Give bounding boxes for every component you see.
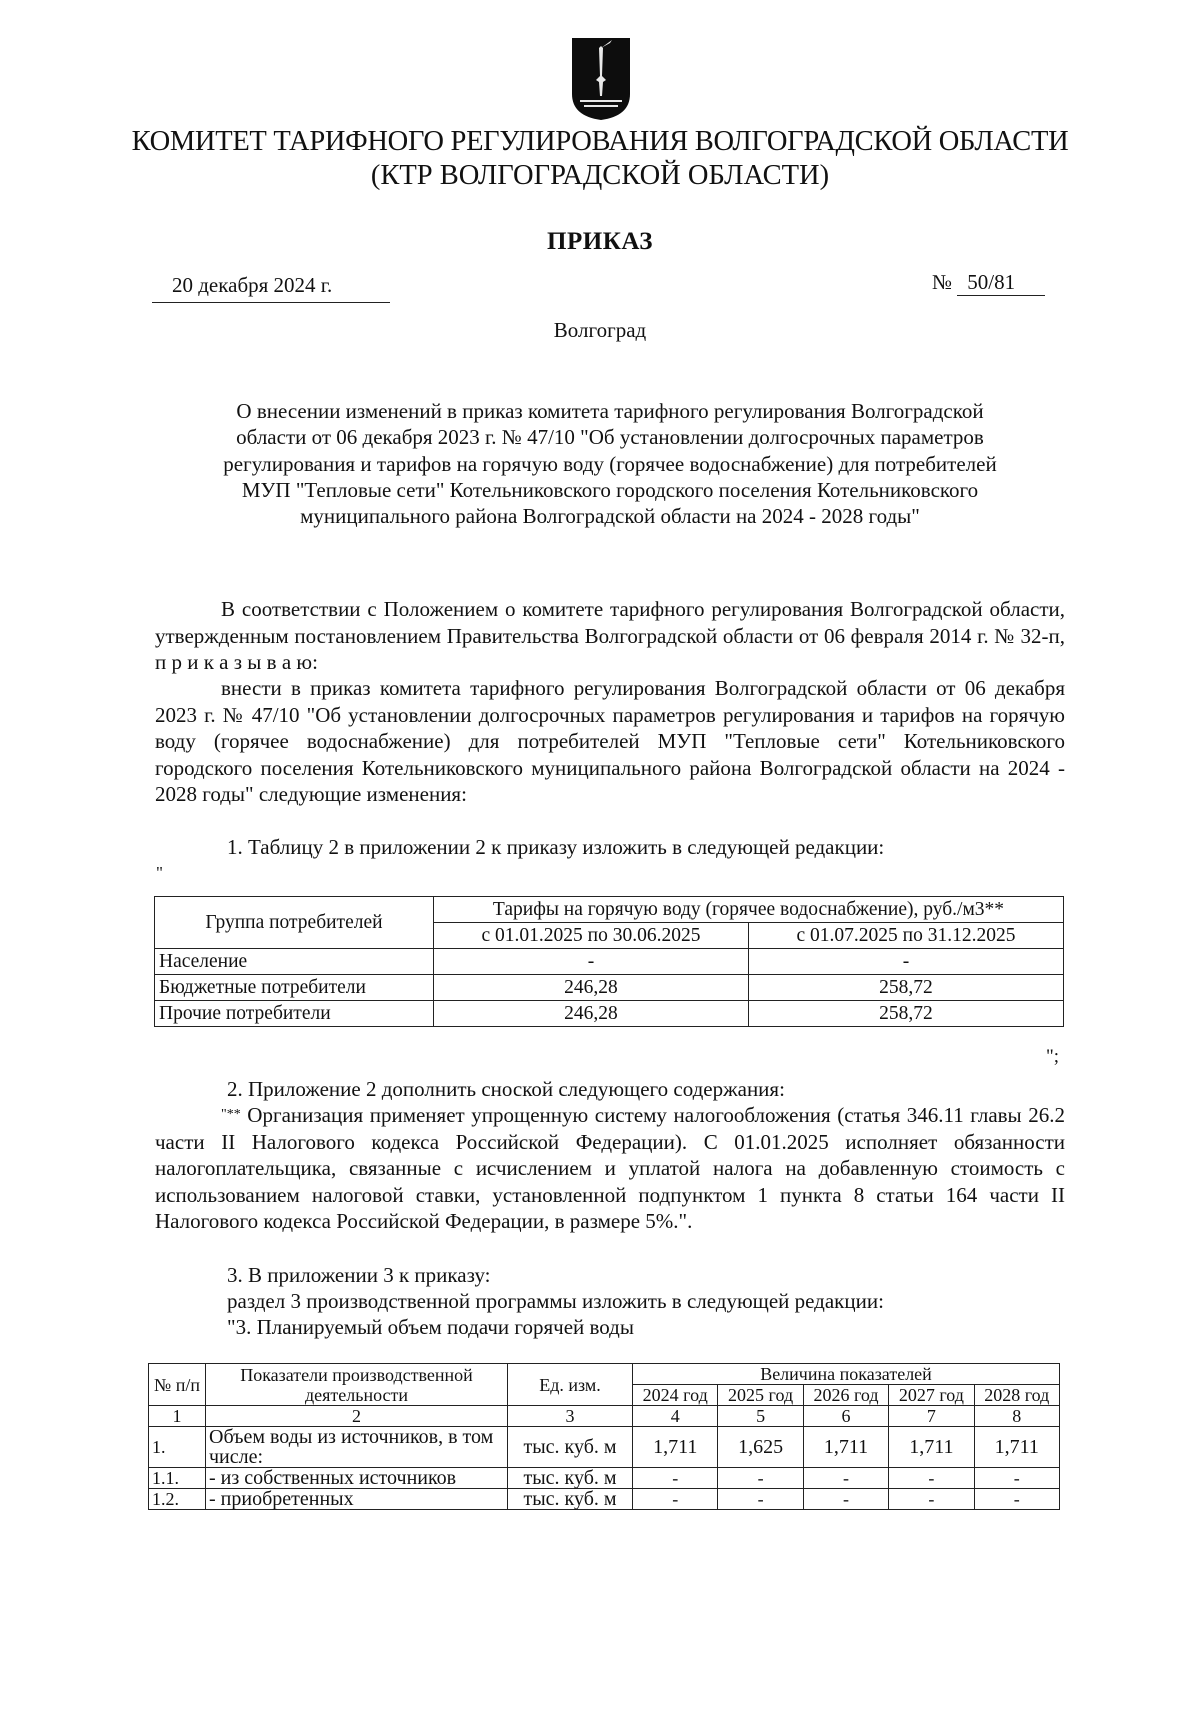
cell-indicator: - из собственных источников	[206, 1468, 508, 1489]
preamble-paragraph	[155, 596, 1065, 676]
item-3: 3. В приложении 3 к приказу:	[227, 1263, 491, 1287]
order-number: 50/81	[957, 270, 1045, 296]
footnote-paragraph	[155, 1102, 1065, 1235]
table-row	[149, 1427, 1060, 1468]
header-unit: Ед. изм.	[508, 1364, 633, 1406]
header-year: 2028 год	[974, 1385, 1059, 1406]
item-1: 1. Таблицу 2 в приложении 2 к приказу изложить в следующей редакции:	[227, 835, 885, 859]
coat-of-arms-emblem	[570, 36, 632, 122]
cell-unit: тыс. куб. м	[508, 1468, 633, 1489]
cell-indicator: Объем воды из источников, в том числе:	[206, 1427, 508, 1468]
table-header-row	[149, 1364, 1060, 1385]
header-year: 2025 год	[718, 1385, 803, 1406]
cell-group: Бюджетные потребители	[155, 975, 434, 1001]
table-row	[149, 1489, 1060, 1510]
header-indicator: Показатели производственной деятельности	[206, 1364, 508, 1406]
cell-value: -	[434, 949, 749, 975]
item-3-subtext: раздел 3 производственной программы изложить в следующей редакции:	[227, 1289, 884, 1313]
cell-indicator: - приобретенных	[206, 1489, 508, 1510]
cell-value: -	[803, 1468, 888, 1489]
col-index: 7	[889, 1406, 974, 1427]
title-line: О внесении изменений в приказ комитета тарифного регулирования Волгоградской	[236, 399, 984, 423]
title-line: регулирования и тарифов на горячую воду (горячее водоснабжение) для потребителей	[223, 451, 997, 476]
table-row	[155, 1001, 1064, 1027]
header-year: 2027 год	[889, 1385, 974, 1406]
amendment-text: внести в приказ комитета тарифного регулирования Волгоградской области от 06 декабря 2023 г. № 47/10 "Об установлении долгосрочных параметров регулирования и тарифов на горячую воду (горячее водоснабжение) для потребителей МУП "Тепловые сети" Котельниковского городского поселения Котельниковского муниципального района Волгоградской области на 2024 - 2028 годы" следующие изменения:	[155, 676, 1065, 806]
number-sign: №	[932, 270, 953, 294]
city: Волгоград	[553, 318, 647, 342]
title-line: области от 06 декабря 2023 г. № 47/10 "Об установлении долгосрочных параметров	[236, 425, 984, 450]
org-name-line1: КОМИТЕТ ТАРИФНОГО РЕГУЛИРОВАНИЯ ВОЛГОГРАДСКОЙ ОБЛАСТИ	[131, 126, 1069, 157]
cell-value: 1,711	[974, 1427, 1059, 1468]
table-header-row	[155, 897, 1064, 923]
cell-value: 1,625	[718, 1427, 803, 1468]
cell-value: -	[889, 1489, 974, 1510]
col-index: 4	[633, 1406, 718, 1427]
cell-value: -	[633, 1468, 718, 1489]
production-table	[148, 1363, 1060, 1510]
cell-num: 1.1.	[149, 1468, 206, 1489]
cell-value: -	[718, 1468, 803, 1489]
cell-value: -	[748, 949, 1063, 975]
col-index: 1	[149, 1406, 206, 1427]
table-row	[155, 949, 1064, 975]
cell-value: 1,711	[803, 1427, 888, 1468]
preamble-text: В соответствии с Положением о комитете тарифного регулирования Волгоградской области, утвержденным постановлением Правительства Волгоградской области от 06 февраля 2014 г. № 32-п, п р и к а з ы в а ю:	[155, 597, 1065, 674]
cell-value: -	[633, 1489, 718, 1510]
order-date: 20 декабря 2024 г.	[152, 273, 390, 303]
cell-unit: тыс. куб. м	[508, 1489, 633, 1510]
org-name-line2: (КТР ВОЛГОГРАДСКОЙ ОБЛАСТИ)	[370, 160, 830, 191]
order-title	[150, 398, 1070, 529]
item-3-heading: "3. Планируемый объем подачи горячей воды	[227, 1315, 634, 1339]
cell-value: 1,711	[889, 1427, 974, 1468]
header-values: Величина показателей	[633, 1364, 1060, 1385]
footnote-text: Организация применяет упрощенную систему налогообложения (статья 346.11 главы 26.2 части II Налогового кодекса Российской Федерации). С 01.01.2025 исполняет обязанности налогоплательщика, связанные с исчислением и уплатой налога на добавленную стоимость с использованием налоговой ставки, установленной подпунктом 1 пункта 8 статьи 164 части II Налогового кодекса Российской Федерации, в размере 5%.".	[155, 1103, 1065, 1233]
header-num: № п/п	[149, 1364, 206, 1406]
col-index: 8	[974, 1406, 1059, 1427]
cell-unit: тыс. куб. м	[508, 1427, 633, 1468]
title-line: МУП "Тепловые сети" Котельниковского городского поселения Котельниковского	[241, 477, 979, 502]
header-period-2: с 01.07.2025 по 31.12.2025	[748, 923, 1063, 949]
cell-value: 258,72	[748, 1001, 1063, 1027]
cell-value: 258,72	[748, 975, 1063, 1001]
header-consumer-group: Группа потребителей	[155, 897, 434, 949]
close-quote: ";	[1046, 1046, 1060, 1067]
cell-group: Население	[155, 949, 434, 975]
cell-value: -	[974, 1489, 1059, 1510]
cell-value: 246,28	[434, 1001, 749, 1027]
cell-num: 1.2.	[149, 1489, 206, 1510]
col-index: 5	[718, 1406, 803, 1427]
cell-group: Прочие потребители	[155, 1001, 434, 1027]
cell-value: -	[718, 1489, 803, 1510]
header-year: 2026 год	[803, 1385, 888, 1406]
title-line: муниципального района Волгоградской области на 2024 - 2028 годы"	[300, 504, 920, 529]
col-index: 2	[206, 1406, 508, 1427]
col-index: 3	[508, 1406, 633, 1427]
header-tariffs: Тарифы на горячую воду (горячее водоснабжение), руб./м3**	[434, 897, 1064, 923]
cell-value: -	[974, 1468, 1059, 1489]
order-number-field	[932, 270, 1045, 296]
cell-value: -	[803, 1489, 888, 1510]
table-row	[149, 1468, 1060, 1489]
header-period-1: с 01.01.2025 по 30.06.2025	[434, 923, 749, 949]
cell-value: 1,711	[633, 1427, 718, 1468]
header-year: 2024 год	[633, 1385, 718, 1406]
column-index-row	[149, 1406, 1060, 1427]
cell-num: 1.	[149, 1427, 206, 1468]
tariff-table	[154, 896, 1064, 1027]
cell-value: 246,28	[434, 975, 749, 1001]
doc-type-heading: ПРИКАЗ	[547, 228, 653, 255]
col-index: 6	[803, 1406, 888, 1427]
open-quote: "	[156, 863, 163, 882]
footnote-mark: "**	[221, 1107, 241, 1122]
amendment-paragraph	[155, 675, 1065, 808]
table-row	[155, 975, 1064, 1001]
cell-value: -	[889, 1468, 974, 1489]
item-2: 2. Приложение 2 дополнить сноской следующего содержания:	[227, 1077, 785, 1101]
